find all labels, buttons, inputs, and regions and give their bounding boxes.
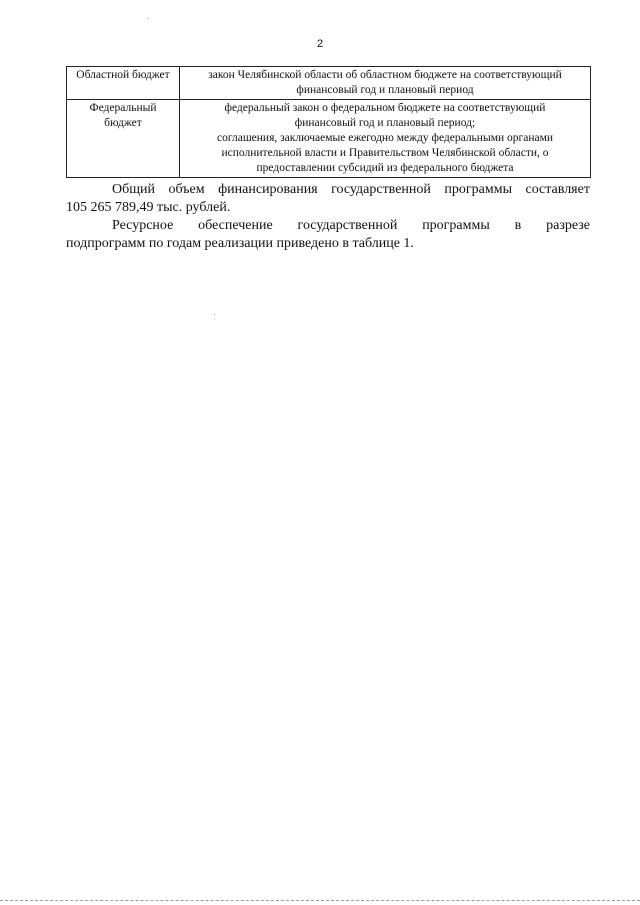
cell-text: закон Челябинской области об областном бюджете на соответствующий <box>208 69 562 81</box>
scan-speck <box>214 314 215 315</box>
table-cell-legal-basis <box>180 100 591 178</box>
word: государственной <box>331 182 431 197</box>
word: обеспечение <box>198 218 273 233</box>
word: разрезе <box>546 218 590 233</box>
cell-text: Федеральный <box>89 102 157 114</box>
word: программы <box>444 182 512 197</box>
funding-sources-table <box>66 66 591 178</box>
word: программы <box>422 218 490 233</box>
table-cell-budget-name <box>67 67 180 100</box>
word: составляет <box>525 182 590 197</box>
scan-speck <box>148 18 149 19</box>
cell-text: Областной бюджет <box>76 69 170 81</box>
cell-text: исполнительной власти и Правительством Челябинской области, о <box>221 147 549 159</box>
word: финансирования <box>218 182 318 197</box>
word: в <box>514 218 522 233</box>
table-cell-budget-name <box>67 100 180 178</box>
cell-text: соглашения, заключаемые ежегодно между федеральными органами <box>216 132 554 144</box>
word: Общий <box>112 182 155 197</box>
cell-text: финансовый год и плановый период <box>296 84 474 96</box>
cell-text: бюджет <box>104 117 142 129</box>
cell-text: предоставлении субсидий из федерального бюджета <box>256 162 514 174</box>
scan-edge-line <box>0 900 640 902</box>
table-row <box>67 100 591 178</box>
word: Ресурсное <box>112 218 174 233</box>
table-cell-legal-basis <box>180 67 591 100</box>
paragraph-line <box>66 217 590 235</box>
paragraph-line: 105 265 789,49 тыс. рублей. <box>66 200 231 215</box>
page-number: 2 <box>316 38 324 50</box>
resource-provision-paragraph <box>66 217 590 253</box>
word: государственной <box>297 218 398 233</box>
total-funding-paragraph <box>66 181 590 217</box>
table-row <box>67 67 591 100</box>
paragraph-line: подпрограмм по годам реализации приведено в таблице 1. <box>66 236 414 251</box>
paragraph-line <box>66 181 590 199</box>
word: объем <box>168 182 205 197</box>
cell-text: федеральный закон о федеральном бюджете на соответствующий <box>224 102 546 114</box>
cell-text: финансовый год и плановый период; <box>294 117 476 129</box>
